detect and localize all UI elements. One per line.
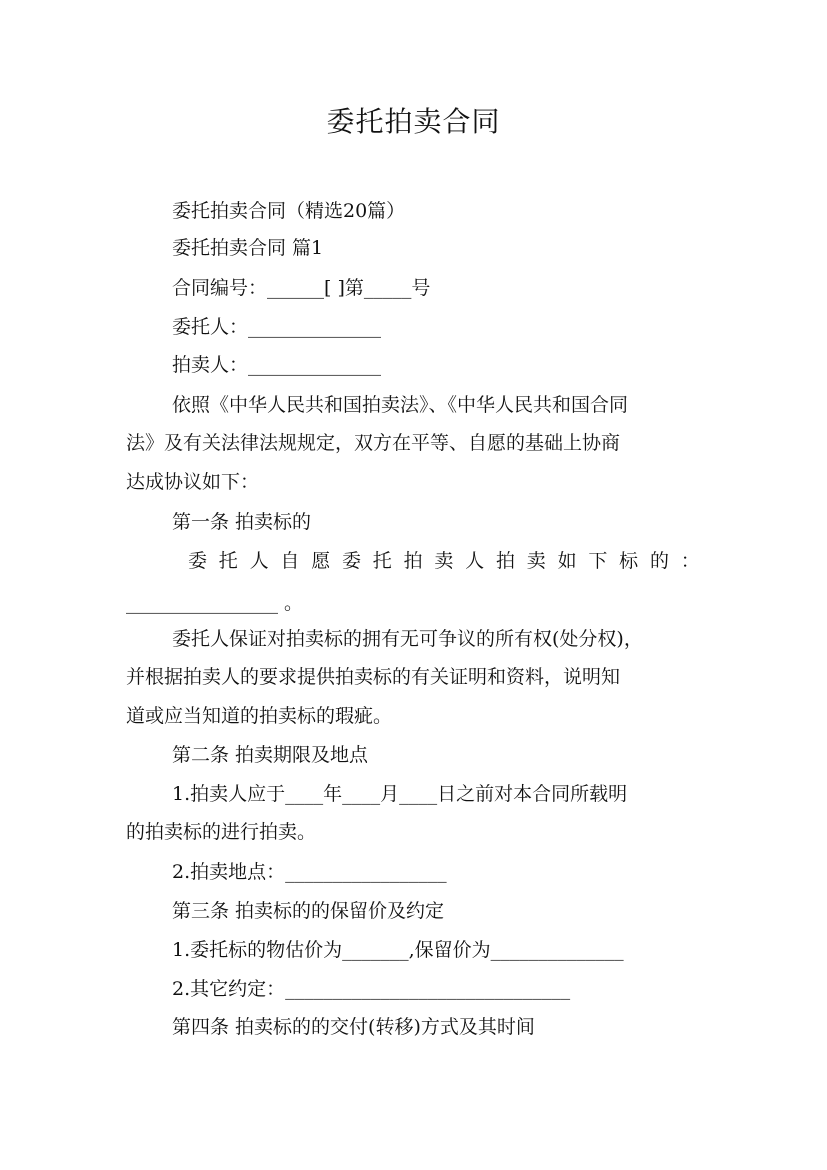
spread-char: 拍 xyxy=(403,550,423,572)
spread-char: 的 xyxy=(649,550,669,572)
preamble-line-2: 法》及有关法律法规规定，双方在平等、自愿的基础上协商 xyxy=(126,432,621,454)
auctioneer-line: 拍卖人：______________ xyxy=(172,354,382,376)
spread-char: 人 xyxy=(465,550,485,572)
article-1-para-2-line-3: 道或应当知道的拍卖标的瑕疵。 xyxy=(126,705,393,727)
article-4-heading: 第四条 拍卖标的的交付(转移)方式及其时间 xyxy=(172,1016,535,1038)
article-2-item-2: 2.拍卖地点：_________________ xyxy=(172,861,447,883)
document-subtitle: 委托拍卖合同（精选20篇） xyxy=(172,200,406,222)
article-3-item-2: 2.其它约定：______________________________ xyxy=(172,978,571,1000)
section-heading: 委托拍卖合同 篇1 xyxy=(172,237,324,259)
article-3-item-1: 1.委托标的物估价为_______,保留价为______________ xyxy=(172,939,624,961)
spread-char: 卖 xyxy=(526,550,546,572)
spread-char: 托 xyxy=(372,550,392,572)
article-1-heading: 第一条 拍卖标的 xyxy=(172,511,312,533)
spread-char: ： xyxy=(680,550,700,572)
preamble-line-1: 依照《中华人民共和国拍卖法》、《中华人民共和国合同 xyxy=(172,394,629,416)
client-line: 委托人：______________ xyxy=(172,316,382,338)
spread-char: 委 xyxy=(341,550,361,572)
spread-char: 自 xyxy=(280,550,300,572)
spread-char: 拍 xyxy=(495,550,515,572)
article-2-heading: 第二条 拍卖期限及地点 xyxy=(172,744,369,766)
spread-char: 卖 xyxy=(434,550,454,572)
spread-char: 如 xyxy=(557,550,577,572)
spread-char: 托 xyxy=(218,550,238,572)
spread-char: 下 xyxy=(588,550,608,572)
spread-char: 人 xyxy=(249,550,269,572)
article-1-para-2-line-2: 并根据拍卖人的要求提供拍卖标的有关证明和资料，说明知 xyxy=(126,666,621,688)
article-3-heading: 第三条 拍卖标的的保留价及约定 xyxy=(172,900,445,922)
article-1-line-1-blank: ________________ 。 xyxy=(126,592,304,614)
article-1-line-1 xyxy=(188,546,700,576)
preamble-line-3: 达成协议如下： xyxy=(126,471,260,493)
spread-char: 愿 xyxy=(311,550,331,572)
article-2-item-1-line-1: 1.拍卖人应于____年____月____日之前对本合同所载明 xyxy=(172,783,628,805)
spread-char: 委 xyxy=(188,550,208,572)
article-1-para-2-line-1: 委托人保证对拍卖标的拥有无可争议的所有权(处分权)， xyxy=(172,628,643,650)
spread-char: 标 xyxy=(619,550,639,572)
document-title: 委托拍卖合同 xyxy=(326,105,501,138)
article-2-item-1-line-2: 的拍卖标的进行拍卖。 xyxy=(126,821,317,843)
contract-number-line: 合同编号：______[ ]第_____号 xyxy=(172,277,431,299)
